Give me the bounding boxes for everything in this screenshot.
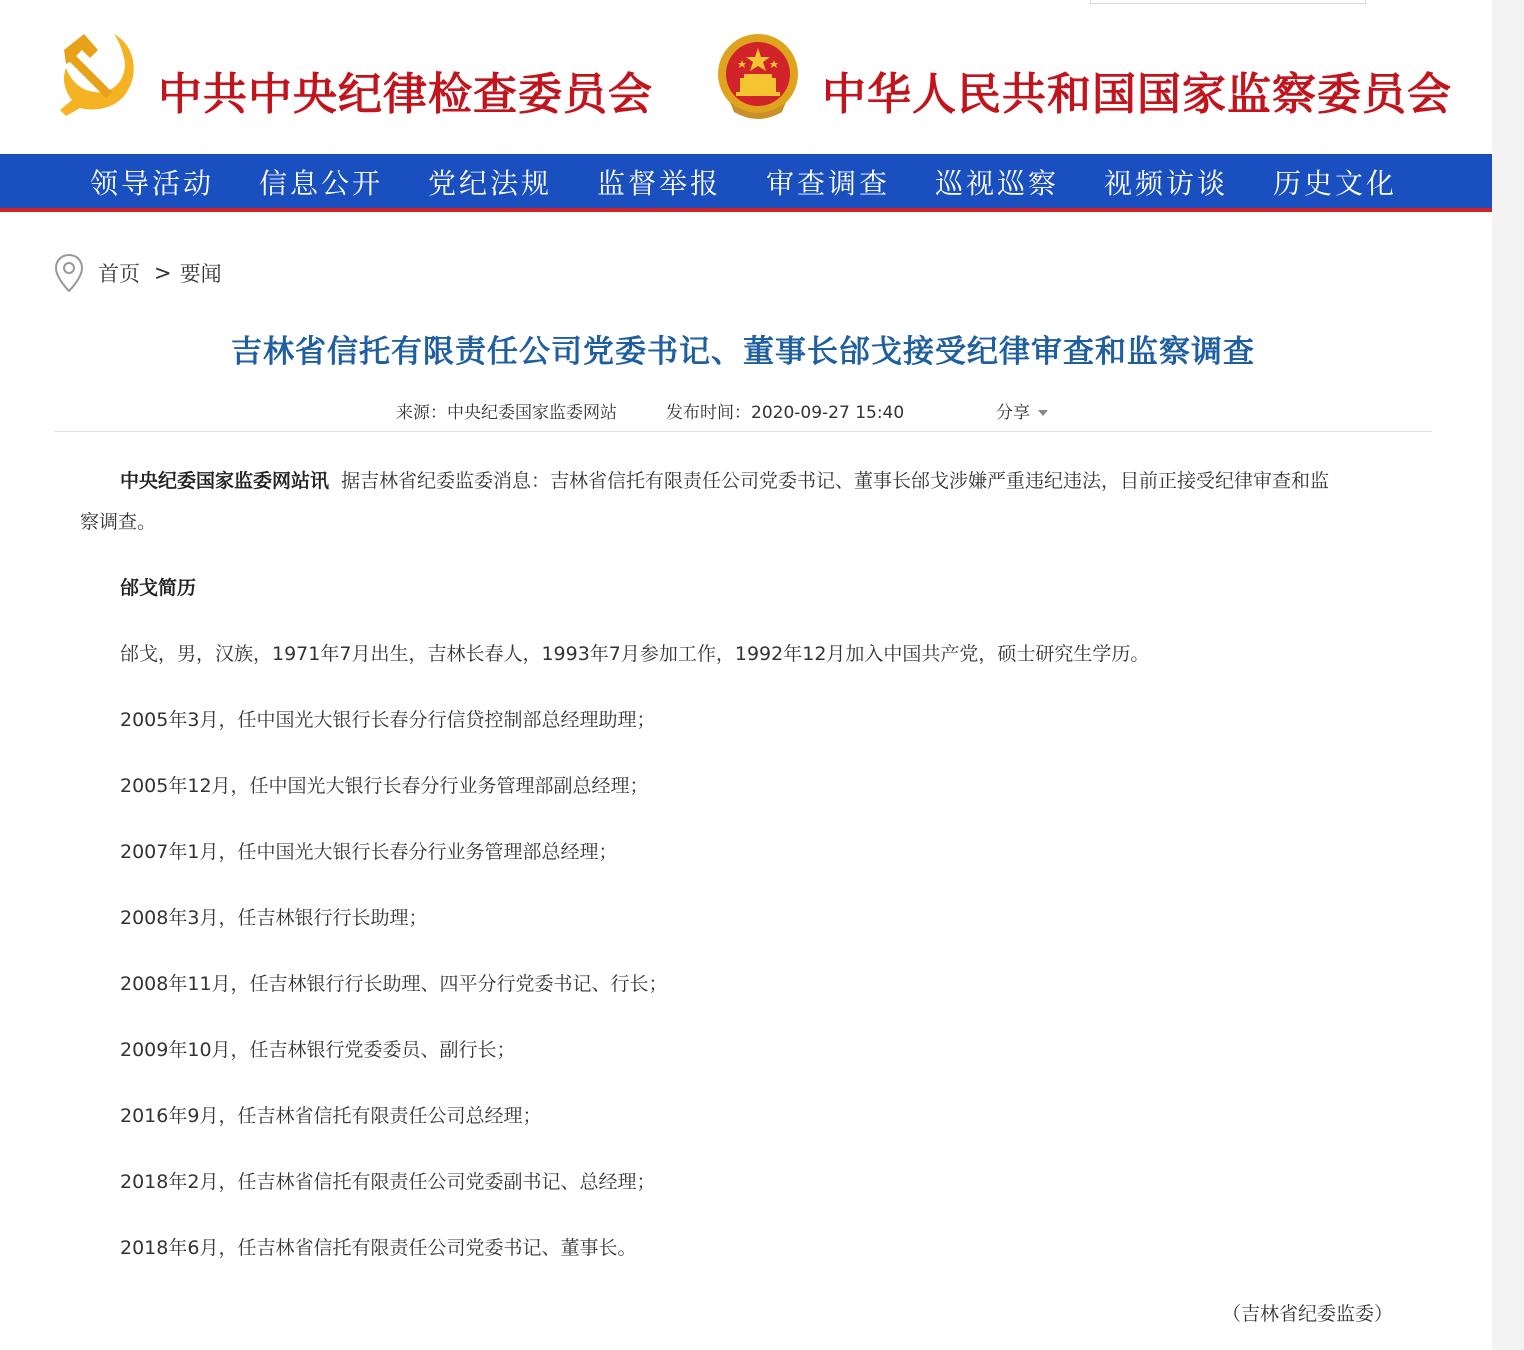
article-title: 吉林省信托有限责任公司党委书记、董事长邰戈接受纪律审查和监察调查 <box>231 334 1255 370</box>
nsc-title: 中华人民共和国国家监察委员会 <box>822 69 1452 120</box>
site-header <box>0 0 1492 154</box>
chevron-down-icon <box>1038 410 1048 416</box>
hammer-sickle-icon[interactable] <box>54 28 138 118</box>
career-item: 2008年3月，任吉林银行行长助理； <box>120 907 428 929</box>
share-button[interactable] <box>996 398 1048 423</box>
bio-paragraph: 邰戈，男，汉族，1971年7月出生，吉林长春人，1993年7月参加工作，1992年12月加入中国共产党，硕士研究生学历。 <box>120 643 1150 665</box>
nav-item-regulations[interactable]: 党纪法规 <box>428 167 553 200</box>
nav-item-history[interactable]: 历史文化 <box>1273 167 1398 200</box>
location-pin-icon <box>54 253 84 293</box>
lead-paragraph-line1 <box>120 466 1329 493</box>
breadcrumb-current-link[interactable]: 要闻 <box>179 262 222 286</box>
nav-item-inspection[interactable]: 巡视巡察 <box>935 167 1060 200</box>
career-item: 2005年3月，任中国光大银行长春分行信贷控制部总经理助理； <box>120 709 656 731</box>
career-item: 2009年10月，任吉林银行党委委员、副行长； <box>120 1039 516 1061</box>
divider <box>54 431 1432 432</box>
resume-heading: 邰戈简历 <box>120 577 197 599</box>
page-gutter <box>1492 0 1524 1350</box>
career-item: 2008年11月，任吉林银行行长助理、四平分行党委书记、行长； <box>120 973 668 995</box>
career-item: 2016年9月，任吉林省信托有限责任公司总经理； <box>120 1105 542 1127</box>
main-nav <box>0 154 1492 212</box>
lead-text: 据吉林省纪委监委消息：吉林省信托有限责任公司党委书记、董事长邰戈涉嫌严重违纪违法，目前正接受纪律审查和监 <box>341 470 1330 492</box>
breadcrumb-separator: > <box>154 261 172 285</box>
career-item: 2007年1月，任中国光大银行长春分行业务管理部总经理； <box>120 841 618 863</box>
career-item: 2005年12月，任中国光大银行长春分行业务管理部副总经理； <box>120 775 649 797</box>
career-item: 2018年2月，任吉林省信托有限责任公司党委副书记、总经理； <box>120 1171 656 1193</box>
nav-item-info-disclosure[interactable]: 信息公开 <box>259 167 384 200</box>
cpc-ccdi-title: 中共中央纪律检查委员会 <box>158 69 653 120</box>
breadcrumb <box>54 253 222 293</box>
national-emblem-icon[interactable] <box>716 32 800 120</box>
nav-item-video[interactable]: 视频访谈 <box>1104 167 1229 200</box>
article-publish-time: 发布时间：2020-09-27 15:40 <box>666 403 905 423</box>
breadcrumb-home-link[interactable]: 首页 <box>98 262 140 286</box>
article-source: 来源：中央纪委国家监委网站 <box>396 403 617 423</box>
article-credit: （吉林省纪委监委） <box>1222 1303 1394 1325</box>
share-label: 分享 <box>996 403 1030 423</box>
nav-item-investigation[interactable]: 审查调查 <box>766 167 891 200</box>
nav-item-leaders[interactable]: 领导活动 <box>90 167 215 200</box>
nav-item-supervision-report[interactable]: 监督举报 <box>597 167 722 200</box>
lead-source: 中央纪委国家监委网站讯 <box>120 470 330 492</box>
lead-paragraph-line2: 察调查。 <box>80 511 157 533</box>
career-item: 2018年6月，任吉林省信托有限责任公司党委书记、董事长。 <box>120 1237 637 1259</box>
